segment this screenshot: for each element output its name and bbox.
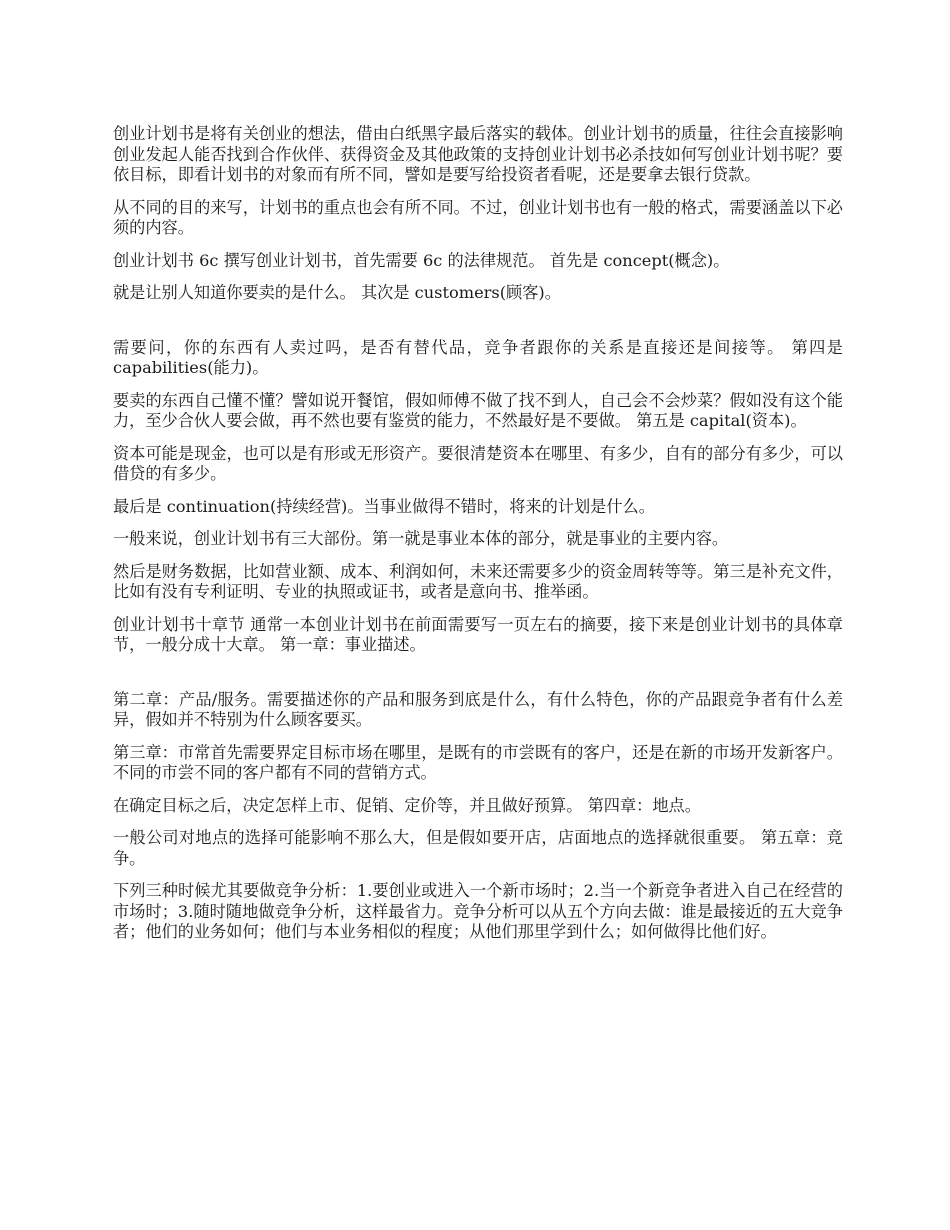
paragraph: 然后是财务数据，比如营业额、成本、利润如何，未来还需要多少的资金周转等等。第三是补充文件，比如有没有专利证明、专业的执照或证书，或者是意向书、推举函。 xyxy=(113,561,843,601)
paragraph: 在确定目标之后，决定怎样上市、促销、定价等，并且做好预算。 第四章：地点。 xyxy=(113,795,701,815)
paragraph: 下列三种时候尤其要做竞争分析：1.要创业或进入一个新市场时；2.当一个新竞争者进入自己在经营的市场时；3.随时随地做竞争分析，这样最省力。竞争分析可以从五个方向去做：谁是最接近的五大竞争者；他们的业务如何；他们与本业务相似的程度；从他们那里学到什么；如何做得比他们好。 xyxy=(113,881,843,941)
document-body xyxy=(113,124,843,955)
paragraph: 创业计划书 6c 撰写创业计划书，首先需要 6c 的法律规范。 首先是 concept(概念)。 xyxy=(113,250,730,270)
paragraph: 第二章：产品/服务。需要描述你的产品和服务到底是什么，有什么特色，你的产品跟竞争者有什么差异，假如并不特别为什么顾客要买。 xyxy=(113,689,843,729)
paragraph: 创业计划书是将有关创业的想法，借由白纸黑字最后落实的载体。创业计划书的质量，往往会直接影响创业发起人能否找到合作伙伴、获得资金及其他政策的支持创业计划书必杀技如何写创业计划书呢？要依目标，即看计划书的对象而有所不同，譬如是要写给投资者看呢，还是要拿去银行贷款。 xyxy=(113,124,843,184)
paragraph: 需要问，你的东西有人卖过吗，是否有替代品，竞争者跟你的关系是直接还是间接等。 第四是 capabilities(能力)。 xyxy=(113,337,843,377)
paragraph: 创业计划书十章节 通常一本创业计划书在前面需要写一页左右的摘要，接下来是创业计划书的具体章节，一般分成十大章。 第一章：事业描述。 xyxy=(113,614,843,654)
paragraph: 要卖的东西自己懂不懂？譬如说开餐馆，假如师傅不做了找不到人，自己会不会炒菜？假如没有这个能力，至少合伙人要会做，再不然也要有鉴赏的能力，不然最好是不要做。 第五是 capital(资本)。 xyxy=(113,390,843,430)
paragraph: 就是让别人知道你要卖的是什么。 其次是 customers(顾客)。 xyxy=(113,283,561,302)
section-gap xyxy=(113,316,843,338)
paragraph: 一般公司对地点的选择可能影响不那么大，但是假如要开店，店面地点的选择就很重要。 第五章：竞争。 xyxy=(113,828,843,868)
paragraph: 一般来说，创业计划书有三大部份。第一就是事业本体的部分，就是事业的主要内容。 xyxy=(113,529,729,548)
paragraph: 资本可能是现金，也可以是有形或无形资产。要很清楚资本在哪里、有多少，自有的部分有多少，可以借贷的有多少。 xyxy=(113,443,843,483)
paragraph: 从不同的目的来写，计划书的重点也会有所不同。不过，创业计划书也有一般的格式，需要涵盖以下必须的内容。 xyxy=(113,197,843,237)
section-gap xyxy=(113,668,843,690)
paragraph: 最后是 continuation(持续经营)。当事业做得不错时，将来的计划是什么。 xyxy=(113,496,655,516)
paragraph: 第三章：市常首先需要界定目标市场在哪里，是既有的市尝既有的客户，还是在新的市场开发新客户。不同的市尝不同的客户都有不同的营销方式。 xyxy=(113,742,843,782)
